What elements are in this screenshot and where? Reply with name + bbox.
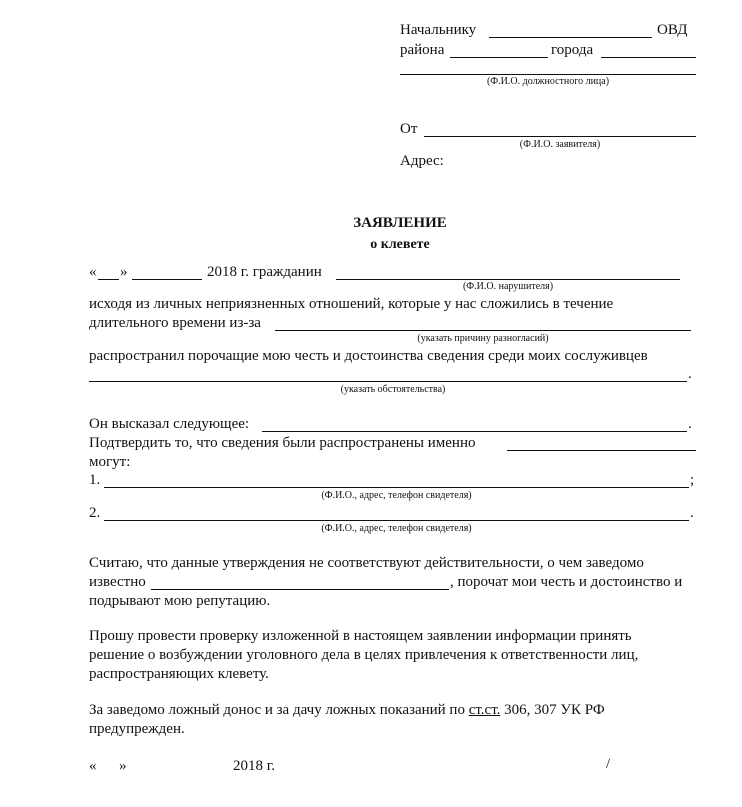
document-title: ЗАЯВЛЕНИЕ: [353, 215, 447, 231]
to-suffix: ОВД: [657, 22, 688, 38]
official-caption: (Ф.И.О. должностного лица): [486, 76, 610, 87]
date-open-quote: «: [89, 264, 97, 280]
day-blank-line: [98, 279, 119, 280]
para-3-text-a: За заведомо ложный донос и за дачу ложных показаний по: [89, 702, 465, 718]
said-period: .: [688, 416, 692, 432]
said-text: Он высказал следующее:: [89, 416, 250, 432]
para-3-line-2: предупрежден.: [89, 721, 185, 737]
witness-2-caption: (Ф.И.О., адрес, телефон свидетеля): [321, 523, 472, 534]
para-3-line-1: [89, 702, 605, 719]
circumstances-period: .: [688, 366, 692, 382]
para-1-line-2b: , порочат мои честь и достоинство и: [450, 574, 683, 590]
confirm-blank-line: [507, 450, 696, 451]
footer-year: 2018 г.: [233, 758, 275, 774]
document-subtitle: о клевете: [370, 237, 430, 252]
witness-1-line: [104, 487, 689, 488]
city-blank-line: [601, 57, 696, 58]
official-name-line: [400, 74, 696, 75]
confirm-text: Подтвердить то, что сведения были распространены именно: [89, 435, 476, 451]
reason-caption: (указать причину разногласий): [417, 333, 549, 344]
witness-2-number: 2.: [89, 505, 101, 521]
city-label: города: [551, 42, 594, 58]
address-label: Адрес:: [400, 153, 444, 169]
para-3-text-c: 306, 307 УК РФ: [504, 702, 605, 718]
from-label: От: [400, 121, 418, 137]
signature-slash: /: [606, 756, 611, 772]
para-1-line-1: Считаю, что данные утверждения не соответствуют действительности, о чем заведомо: [89, 555, 644, 571]
circumstances-caption: (указать обстоятельства): [340, 384, 446, 395]
offender-name-line: [336, 279, 680, 280]
para-2-line-1: Прошу провести проверку изложенной в настоящем заявлении информации принять: [89, 628, 632, 644]
known-to-blank-line: [151, 589, 449, 590]
ovd-blank-line: [489, 37, 652, 38]
witness-1-caption: (Ф.И.О., адрес, телефон свидетеля): [321, 490, 472, 501]
footer-open-quote: «: [89, 758, 97, 774]
body-line-2: исходя из личных неприязненных отношений, которые у нас сложились в течение: [89, 296, 614, 312]
para-2-line-2: решение о возбуждении уголовного дела в целях привлечения к ответственности лиц,: [89, 647, 639, 663]
witness-2-line: [104, 520, 689, 521]
offender-caption: (Ф.И.О. нарушителя): [462, 281, 554, 292]
para-1-line-2a: известно: [89, 574, 146, 590]
para-1-line-3: подрывают мою репутацию.: [89, 593, 271, 609]
circumstances-blank-line: [89, 381, 687, 382]
witness-1-number: 1.: [89, 472, 101, 488]
applicant-name-line: [424, 136, 696, 137]
to-prefix: Начальнику: [400, 22, 477, 38]
month-blank-line: [132, 279, 202, 280]
para-2-line-3: распространяющих клевету.: [89, 666, 269, 682]
year-citizen-text: 2018 г. гражданин: [207, 264, 322, 280]
district-blank-line: [450, 57, 548, 58]
body-line-3: длительного времени из-за: [89, 315, 261, 331]
applicant-caption: (Ф.И.О. заявителя): [519, 139, 601, 150]
can-text: могут:: [89, 454, 131, 470]
date-close-quote: »: [120, 264, 128, 280]
witness-1-end: ;: [690, 472, 695, 488]
district-label: района: [400, 42, 445, 58]
reason-blank-line: [275, 330, 691, 331]
body-line-4: распространил порочащие мою честь и достоинства сведения среди моих сослуживцев: [89, 348, 648, 364]
said-blank-line: [262, 431, 687, 432]
article-ref: ст.ст.: [468, 702, 501, 718]
footer-close-quote: »: [119, 758, 127, 774]
witness-2-end: .: [690, 505, 694, 521]
